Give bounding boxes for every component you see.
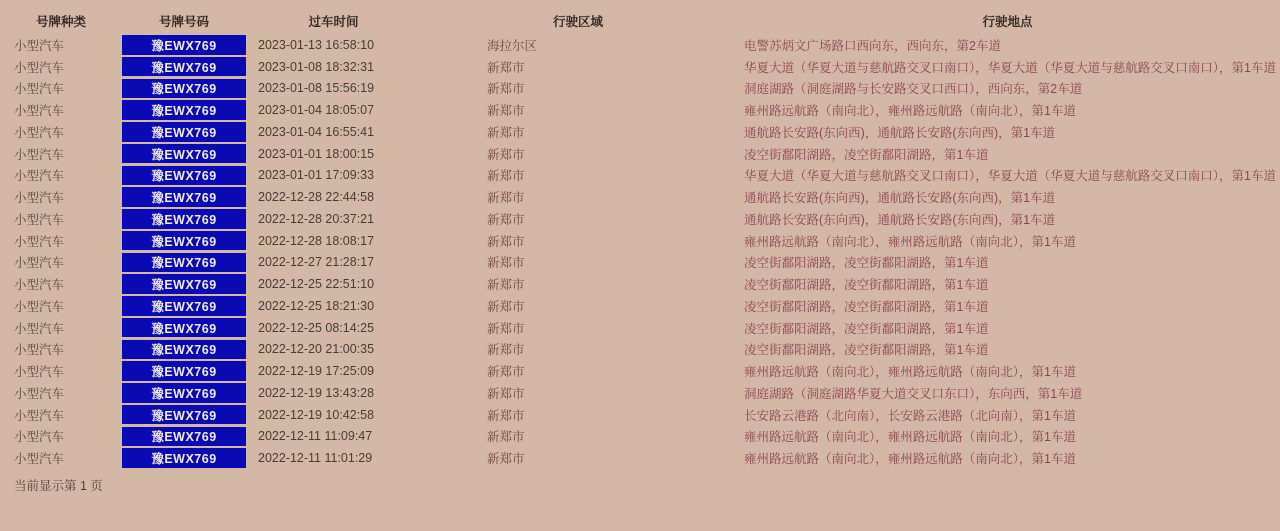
table-row — [0, 165, 1280, 187]
plate-number-cell — [122, 56, 246, 78]
driving-region-cell: 新郑市 — [487, 408, 525, 423]
table-row — [0, 339, 1280, 361]
driving-region-cell: 新郑市 — [487, 104, 525, 119]
driving-region-cell: 新郑市 — [487, 169, 525, 184]
driving-location-cell: 洞庭湖路（洞庭湖路与长安路交叉口西口），西向东，第2车道 — [744, 82, 1083, 97]
pass-time-cell: 2022-12-27 21:28:17 — [258, 255, 375, 270]
table-row — [0, 252, 1280, 274]
pass-time-cell: 2022-12-11 11:09:47 — [258, 429, 373, 444]
driving-location-cell: 凌空街鄱阳湖路，凌空街鄱阳湖路，第1车道 — [744, 278, 989, 293]
plate-number-highlight[interactable]: 豫EWX769 — [122, 340, 246, 360]
driving-location-cell: 长安路云港路（北向南），长安路云港路（北向南），第1车道 — [744, 408, 1076, 423]
driving-location-cell: 凌空街鄱阳湖路，凌空街鄱阳湖路，第1车道 — [744, 343, 989, 358]
header-driving-location: 行驶地点 — [982, 14, 1033, 29]
table-row — [0, 382, 1280, 404]
plate-type-cell: 小型汽车 — [14, 408, 65, 423]
table-row — [0, 186, 1280, 208]
pass-time-cell: 2022-12-19 13:43:28 — [258, 385, 375, 400]
driving-location-cell: 凌空街鄱阳湖路，凌空街鄱阳湖路，第1车道 — [744, 321, 989, 336]
plate-type-cell: 小型汽车 — [14, 430, 65, 445]
plate-number-highlight[interactable]: 豫EWX769 — [122, 383, 246, 403]
plate-type-cell: 小型汽车 — [14, 234, 65, 249]
driving-location-cell: 通航路长安路(东向西)，通航路长安路(东向西)，第1车道 — [744, 125, 1056, 140]
plate-type-cell: 小型汽车 — [14, 60, 65, 75]
driving-region-cell: 新郑市 — [487, 386, 525, 401]
plate-number-cell — [122, 78, 246, 100]
plate-number-highlight[interactable]: 豫EWX769 — [122, 296, 246, 316]
pass-time-cell: 2023-01-08 15:56:19 — [258, 81, 375, 96]
table-row — [0, 78, 1280, 100]
plate-number-cell — [122, 360, 246, 382]
plate-number-cell — [122, 34, 246, 56]
plate-number-highlight[interactable]: 豫EWX769 — [122, 209, 246, 229]
plate-number-cell — [122, 295, 246, 317]
pass-time-cell: 2023-01-01 18:00:15 — [258, 146, 375, 161]
plate-type-cell: 小型汽车 — [14, 212, 65, 227]
header-plate-type: 号牌种类 — [35, 14, 86, 29]
pass-time-cell: 2022-12-11 11:01:29 — [258, 451, 373, 466]
driving-region-cell: 新郑市 — [487, 234, 525, 249]
driving-location-cell: 华夏大道（华夏大道与慈航路交叉口南口），华夏大道（华夏大道与慈航路交叉口南口），第1车道 — [744, 60, 1276, 75]
driving-location-cell: 华夏大道（华夏大道与慈航路交叉口南口），华夏大道（华夏大道与慈航路交叉口南口），第1车道 — [744, 169, 1276, 184]
pass-time-cell: 2022-12-28 22:44:58 — [258, 190, 375, 205]
pass-time-cell: 2022-12-28 18:08:17 — [258, 233, 375, 248]
plate-number-highlight[interactable]: 豫EWX769 — [122, 231, 246, 251]
plate-type-cell: 小型汽车 — [14, 82, 65, 97]
plate-number-cell — [122, 426, 246, 448]
table-row — [0, 360, 1280, 382]
driving-region-cell: 新郑市 — [487, 125, 525, 140]
plate-number-highlight[interactable]: 豫EWX769 — [122, 318, 246, 338]
pass-time-cell: 2023-01-04 18:05:07 — [258, 103, 375, 118]
table-row — [0, 447, 1280, 469]
driving-region-cell: 新郑市 — [487, 430, 525, 445]
table-body — [0, 34, 1280, 469]
plate-number-highlight[interactable]: 豫EWX769 — [122, 448, 246, 468]
vehicle-pass-records-table — [0, 7, 1280, 469]
table-row — [0, 143, 1280, 165]
plate-number-cell — [122, 99, 246, 121]
driving-region-cell: 新郑市 — [487, 321, 525, 336]
driving-region-cell: 新郑市 — [487, 278, 525, 293]
pass-time-cell: 2022-12-28 20:37:21 — [258, 211, 375, 226]
plate-number-cell — [122, 382, 246, 404]
plate-number-highlight[interactable]: 豫EWX769 — [122, 35, 246, 55]
plate-type-cell: 小型汽车 — [14, 38, 65, 53]
plate-number-highlight[interactable]: 豫EWX769 — [122, 57, 246, 77]
driving-region-cell: 新郑市 — [487, 191, 525, 206]
table-row — [0, 121, 1280, 143]
driving-region-cell: 新郑市 — [487, 365, 525, 380]
plate-type-cell: 小型汽车 — [14, 104, 65, 119]
plate-number-cell — [122, 230, 246, 252]
plate-type-cell: 小型汽车 — [14, 125, 65, 140]
pagination-status: 当前显示第 1 页 — [14, 479, 103, 493]
driving-location-cell: 洞庭湖路（洞庭湖路华夏大道交叉口东口），东向西，第1车道 — [744, 386, 1083, 401]
plate-type-cell: 小型汽车 — [14, 386, 65, 401]
plate-number-cell — [122, 273, 246, 295]
pass-time-cell: 2023-01-08 18:32:31 — [258, 59, 375, 74]
table-row — [0, 208, 1280, 230]
plate-number-highlight[interactable]: 豫EWX769 — [122, 405, 246, 425]
plate-number-highlight[interactable]: 豫EWX769 — [122, 187, 246, 207]
driving-location-cell: 通航路长安路(东向西)，通航路长安路(东向西)，第1车道 — [744, 191, 1056, 206]
plate-type-cell: 小型汽车 — [14, 299, 65, 314]
pass-time-cell: 2023-01-01 17:09:33 — [258, 168, 375, 183]
plate-number-highlight[interactable]: 豫EWX769 — [122, 79, 246, 99]
table-row — [0, 317, 1280, 339]
plate-number-cell — [122, 404, 246, 426]
plate-type-cell: 小型汽车 — [14, 278, 65, 293]
driving-location-cell: 凌空街鄱阳湖路，凌空街鄱阳湖路，第1车道 — [744, 256, 989, 271]
driving-location-cell: 通航路长安路(东向西)，通航路长安路(东向西)，第1车道 — [744, 212, 1056, 227]
driving-location-cell: 凌空街鄱阳湖路，凌空街鄱阳湖路，第1车道 — [744, 147, 989, 162]
plate-number-cell — [122, 208, 246, 230]
driving-region-cell: 新郑市 — [487, 212, 525, 227]
pass-time-cell: 2022-12-25 22:51:10 — [258, 277, 375, 292]
plate-number-cell — [122, 186, 246, 208]
pass-time-cell: 2022-12-25 18:21:30 — [258, 298, 375, 313]
plate-number-cell — [122, 339, 246, 361]
header-driving-region: 行驶区域 — [552, 14, 603, 29]
header-plate-number: 号牌号码 — [158, 14, 209, 29]
driving-region-cell: 新郑市 — [487, 343, 525, 358]
plate-number-cell — [122, 143, 246, 165]
plate-number-cell — [122, 317, 246, 339]
plate-number-highlight[interactable]: 豫EWX769 — [122, 144, 246, 164]
plate-number-cell — [122, 252, 246, 274]
driving-location-cell: 电警苏炳文广场路口西向东，西向东，第2车道 — [744, 38, 1001, 53]
plate-type-cell: 小型汽车 — [14, 256, 65, 271]
plate-number-highlight[interactable]: 豫EWX769 — [122, 427, 246, 447]
driving-region-cell: 新郑市 — [487, 60, 525, 75]
pass-time-cell: 2023-01-13 16:58:10 — [258, 37, 375, 52]
plate-number-cell — [122, 121, 246, 143]
table-row — [0, 230, 1280, 252]
driving-location-cell: 雍州路远航路（南向北），雍州路远航路（南向北），第1车道 — [744, 234, 1076, 249]
plate-number-cell — [122, 447, 246, 469]
plate-number-highlight[interactable]: 豫EWX769 — [122, 253, 246, 273]
driving-region-cell: 新郑市 — [487, 256, 525, 271]
driving-region-cell: 海拉尔区 — [487, 38, 538, 53]
table-header — [0, 7, 1280, 34]
table-row — [0, 295, 1280, 317]
driving-location-cell: 雍州路远航路（南向北），雍州路远航路（南向北），第1车道 — [744, 430, 1076, 445]
plate-number-highlight[interactable]: 豫EWX769 — [122, 100, 246, 120]
plate-type-cell: 小型汽车 — [14, 452, 65, 467]
plate-type-cell: 小型汽车 — [14, 147, 65, 162]
driving-region-cell: 新郑市 — [487, 452, 525, 467]
plate-number-highlight[interactable]: 豫EWX769 — [122, 274, 246, 294]
plate-type-cell: 小型汽车 — [14, 365, 65, 380]
driving-location-cell: 雍州路远航路（南向北），雍州路远航路（南向北），第1车道 — [744, 104, 1076, 119]
driving-region-cell: 新郑市 — [487, 299, 525, 314]
table-row — [0, 273, 1280, 295]
table-row — [0, 426, 1280, 448]
pass-time-cell: 2022-12-19 10:42:58 — [258, 407, 375, 422]
table-row — [0, 56, 1280, 78]
plate-number-highlight[interactable]: 豫EWX769 — [122, 361, 246, 381]
plate-number-highlight[interactable]: 豫EWX769 — [122, 122, 246, 142]
pass-time-cell: 2023-01-04 16:55:41 — [258, 124, 375, 139]
plate-number-highlight[interactable]: 豫EWX769 — [122, 166, 246, 186]
driving-region-cell: 新郑市 — [487, 147, 525, 162]
driving-location-cell: 雍州路远航路（南向北），雍州路远航路（南向北），第1车道 — [744, 452, 1076, 467]
plate-type-cell: 小型汽车 — [14, 191, 65, 206]
pass-time-cell: 2022-12-20 21:00:35 — [258, 342, 375, 357]
table-row — [0, 99, 1280, 121]
pass-time-cell: 2022-12-25 08:14:25 — [258, 320, 375, 335]
table-row — [0, 404, 1280, 426]
plate-type-cell: 小型汽车 — [14, 321, 65, 336]
plate-number-cell — [122, 165, 246, 187]
header-pass-time: 过车时间 — [308, 14, 359, 29]
driving-region-cell: 新郑市 — [487, 82, 525, 97]
driving-location-cell: 雍州路远航路（南向北），雍州路远航路（南向北），第1车道 — [744, 365, 1076, 380]
plate-type-cell: 小型汽车 — [14, 343, 65, 358]
driving-location-cell: 凌空街鄱阳湖路，凌空街鄱阳湖路，第1车道 — [744, 299, 989, 314]
pass-time-cell: 2022-12-19 17:25:09 — [258, 364, 375, 379]
plate-type-cell: 小型汽车 — [14, 169, 65, 184]
table-row — [0, 34, 1280, 56]
